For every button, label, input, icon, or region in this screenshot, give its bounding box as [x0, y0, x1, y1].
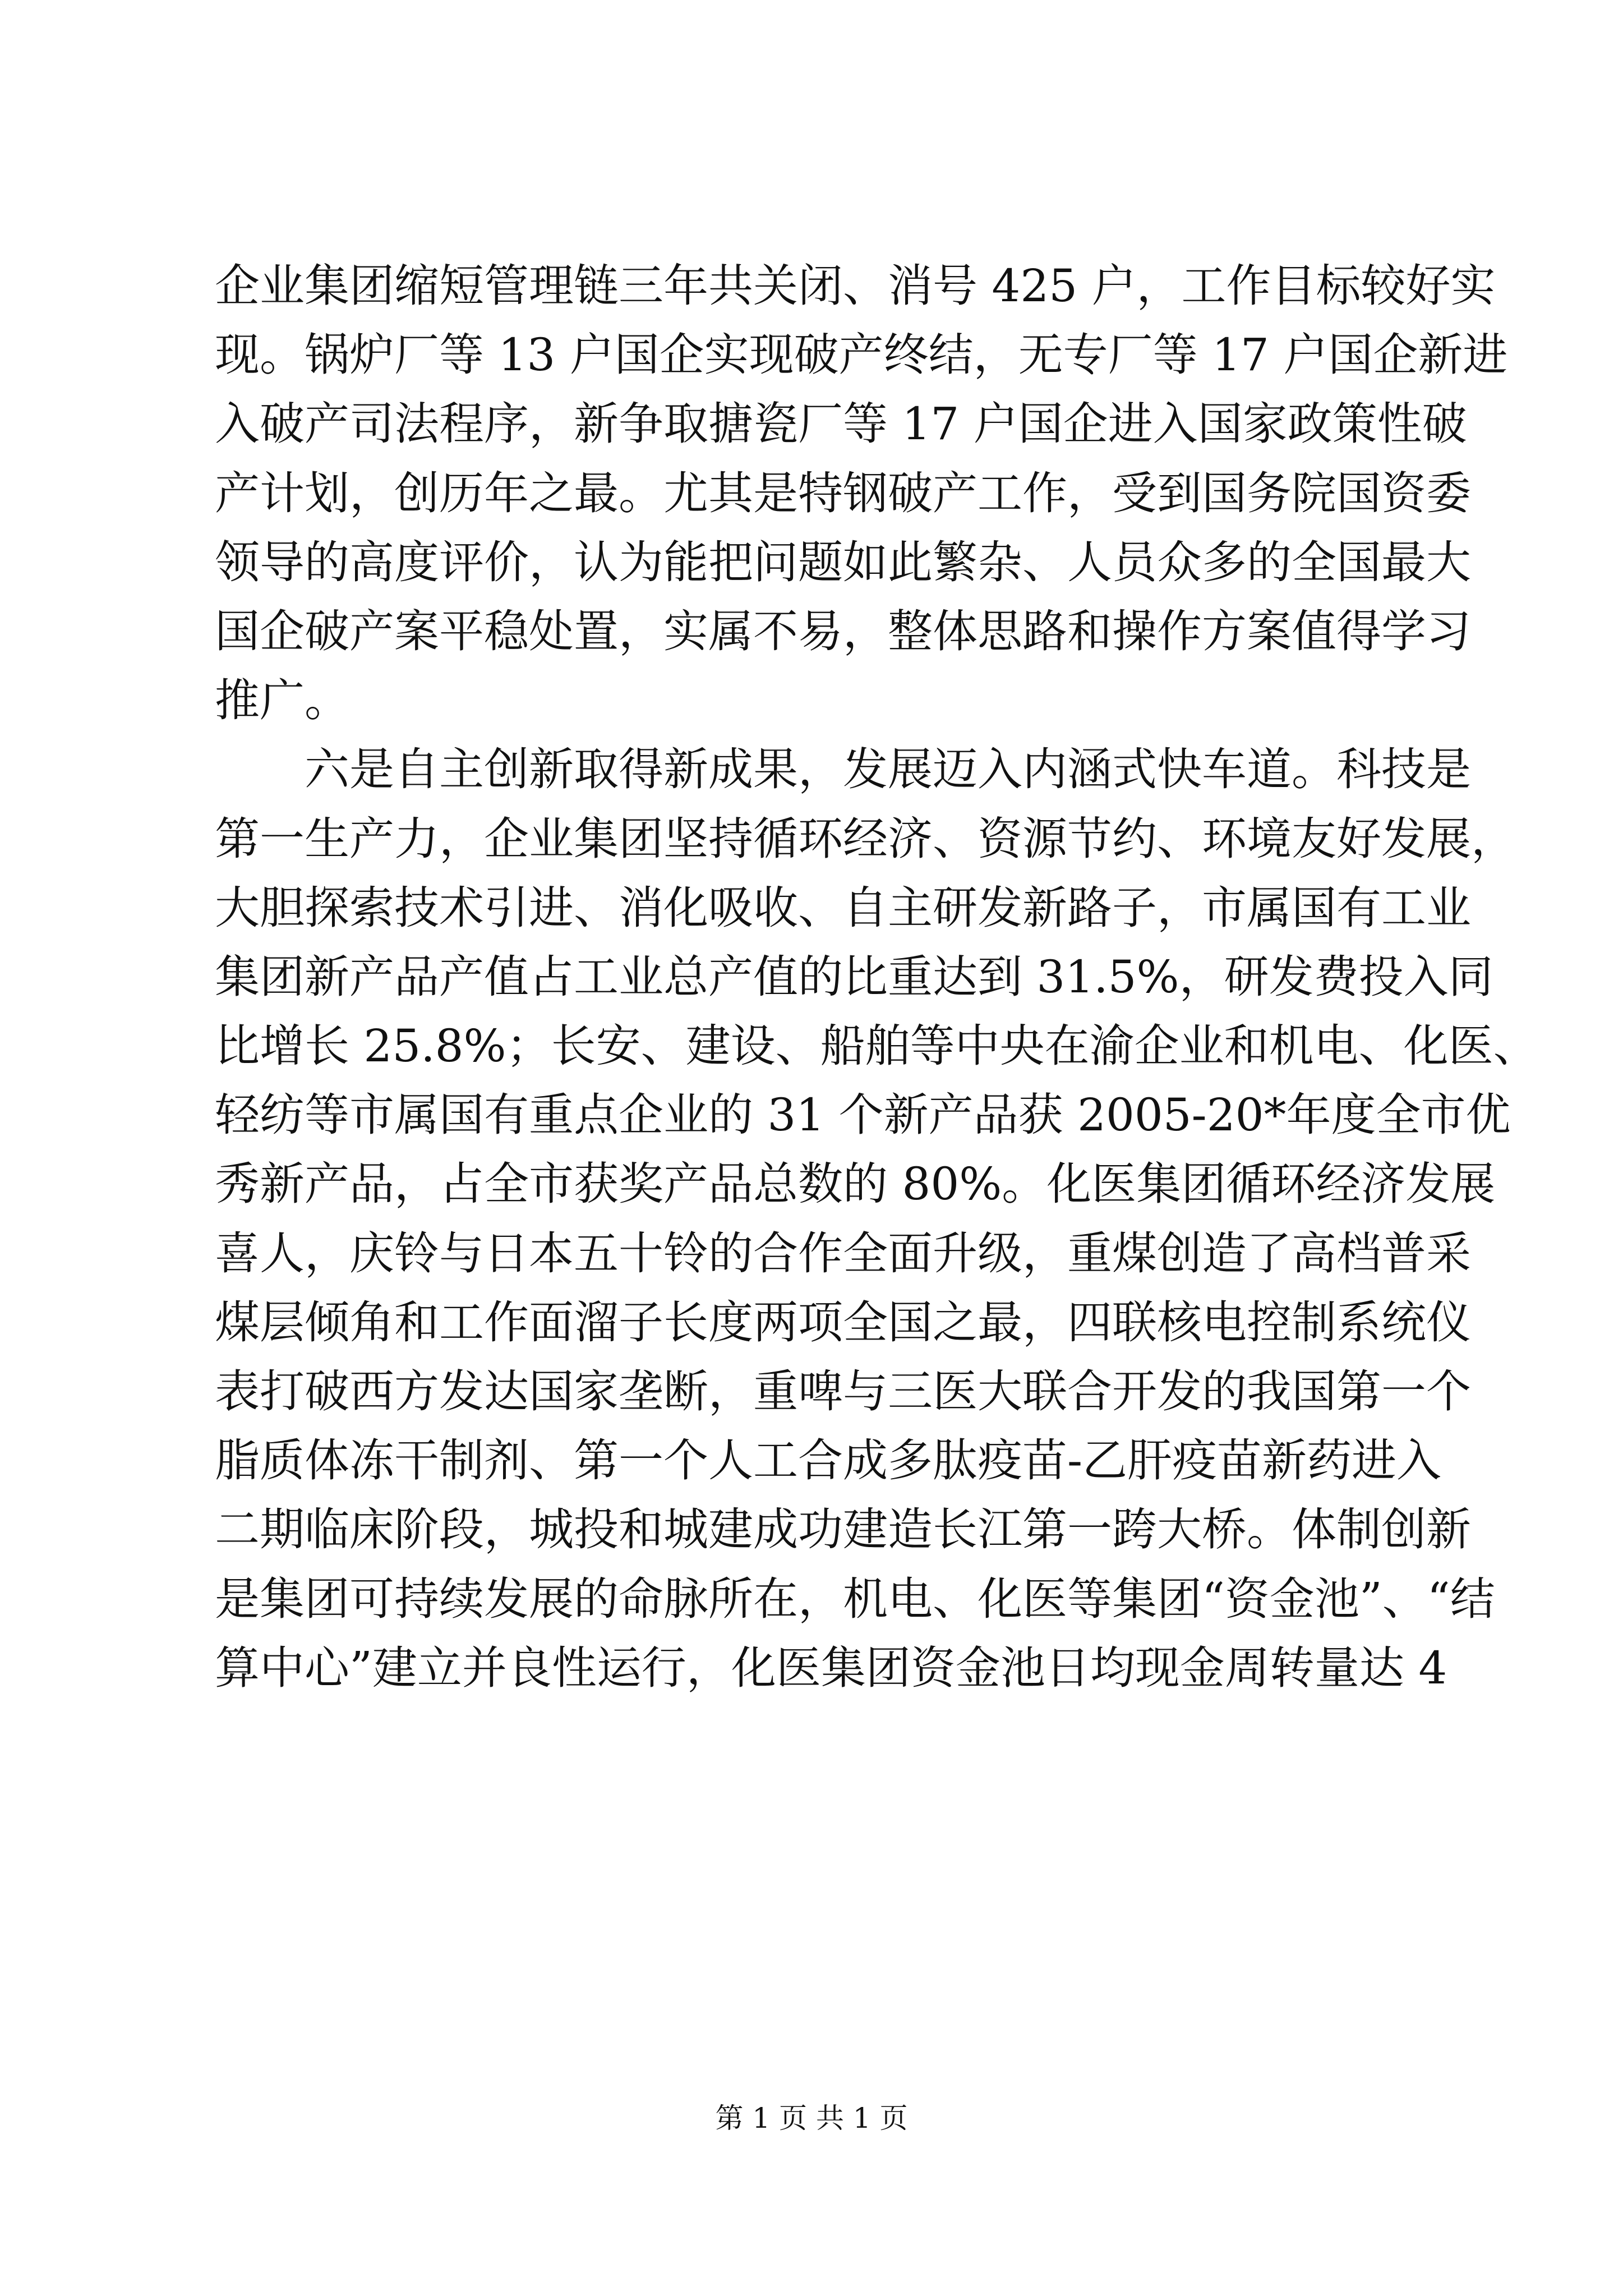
text-line: 产计划，创历年之最。尤其是特钢破产工作，受到国务院国资委: [215, 467, 1471, 519]
text-line: 推广。: [215, 674, 349, 727]
text-line: 国企破产案平稳处置，实属不易，整体思路和操作方案值得学习: [215, 605, 1471, 657]
text-line: 脂质体冻干制剂、第一个人工合成多肽疫苗-乙肝疫苗新药进入: [215, 1434, 1442, 1487]
text-line: 领导的高度评价，认为能把问题如此繁杂、人员众多的全国最大: [215, 536, 1471, 588]
text-line: 二期临床阶段，城投和城建成功建造长江第一跨大桥。体制创新: [215, 1503, 1471, 1556]
text-line: 大胆探索技术引进、消化吸收、自主研发新路子，市属国有工业: [215, 881, 1471, 934]
text-line: 入破产司法程序，新争取搪瓷厂等 17 户国企进入国家政策性破: [215, 398, 1467, 450]
text-line: 比增长 25.8%；长安、建设、船舶等中央在渝企业和机电、化医、: [215, 1020, 1538, 1073]
text-line: 六是自主创新取得新成果，发展迈入内涵式快车道。科技是: [305, 743, 1471, 796]
text-line: 喜人，庆铃与日本五十铃的合作全面升级，重煤创造了高档普采: [215, 1227, 1471, 1280]
text-line: 集团新产品产值占工业总产值的比重达到 31.5%，研发费投入同: [215, 950, 1493, 1003]
page-number-footer: 第 1 页 共 1 页: [715, 2102, 908, 2134]
text-line: 煤层倾角和工作面溜子长度两项全国之最，四联核电控制系统仪: [215, 1296, 1471, 1349]
document-body: [215, 251, 1538, 1703]
text-line: 轻纺等市属国有重点企业的 31 个新产品获 2005-20*年度全市优: [215, 1089, 1511, 1142]
text-line: 现。锅炉厂等 13 户国企实现破产终结，无专厂等 17 户国企新进: [215, 329, 1508, 381]
text-line: 表打破西方发达国家垄断，重啤与三医大联合开发的我国第一个: [215, 1365, 1471, 1418]
text-line: 算中心”建立并良性运行，化医集团资金池日均现金周转量达 4: [215, 1641, 1447, 1694]
text-line: 秀新产品，占全市获奖产品总数的 80%。化医集团循环经济发展: [215, 1158, 1496, 1211]
text-line: 第一生产力，企业集团坚持循环经济、资源节约、环境友好发展，: [215, 812, 1516, 865]
text-line: 企业集团缩短管理链三年共关闭、消号 425 户，工作目标较好实: [215, 260, 1496, 312]
text-line: 是集团可持续发展的命脉所在，机电、化医等集团“资金池”、“结: [215, 1572, 1495, 1625]
